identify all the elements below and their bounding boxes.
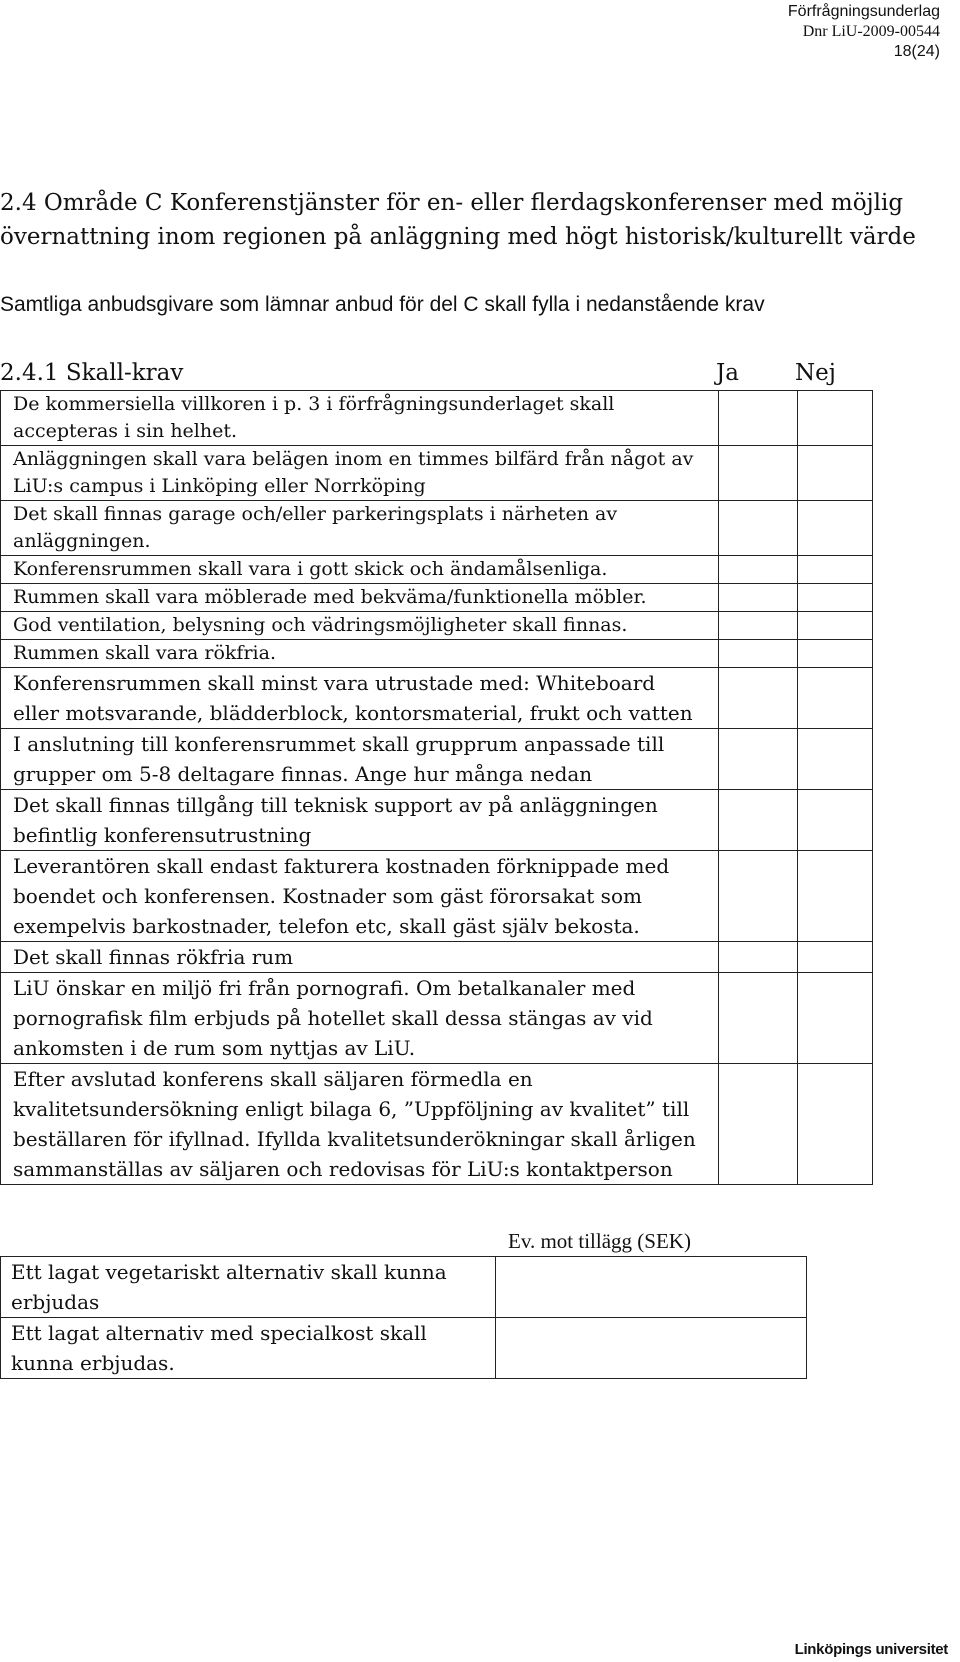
requirement-text: Det skall finnas tillgång till teknisk support av på anläggningen befintlig konferensutrustning bbox=[1, 790, 719, 851]
nej-cell[interactable] bbox=[798, 668, 873, 729]
nej-cell[interactable] bbox=[798, 612, 873, 640]
document-number: Dnr LiU-2009-00544 bbox=[802, 23, 940, 40]
requirement-text: I anslutning till konferensrummet skall grupprum anpassade till grupper om 5-8 deltagare finnas. Ange hur många nedan bbox=[1, 729, 719, 790]
table-row bbox=[1, 790, 873, 851]
requirement-text: Det skall finnas rökfria rum bbox=[1, 942, 719, 973]
document-type: Förfrågningsunderlag bbox=[787, 3, 940, 20]
nej-cell[interactable] bbox=[798, 1064, 873, 1185]
ja-cell[interactable] bbox=[719, 851, 798, 942]
table-row bbox=[1, 942, 873, 973]
extra-item-text: Ett lagat alternativ med specialkost skall kunna erbjudas. bbox=[1, 1318, 496, 1379]
page-number: 18(24) bbox=[893, 43, 940, 60]
table-row bbox=[1, 1257, 807, 1318]
ja-cell[interactable] bbox=[719, 612, 798, 640]
table-row bbox=[1, 584, 873, 612]
requirement-text: God ventilation, belysning och vädringsmöjligheter skall finnas. bbox=[1, 612, 719, 640]
extra-item-text: Ett lagat vegetariskt alternativ skall kunna erbjudas bbox=[1, 1257, 496, 1318]
nej-cell[interactable] bbox=[798, 640, 873, 668]
nej-cell[interactable] bbox=[798, 584, 873, 612]
ja-cell[interactable] bbox=[719, 1064, 798, 1185]
ja-cell[interactable] bbox=[719, 556, 798, 584]
nej-cell[interactable] bbox=[798, 556, 873, 584]
table-row bbox=[1, 973, 873, 1064]
requirement-text: LiU önskar en miljö fri från pornografi. Om betalkanaler med pornografisk film erbjuds på hotellet skall dessa stängas av vid ankomsten i de rum som nyttjas av LiU. bbox=[1, 973, 719, 1064]
extra-price-cell[interactable] bbox=[496, 1318, 807, 1379]
nej-cell[interactable] bbox=[798, 942, 873, 973]
table-row bbox=[1, 391, 873, 446]
table-row bbox=[1, 668, 873, 729]
table-row bbox=[1, 556, 873, 584]
ja-cell[interactable] bbox=[719, 391, 798, 446]
university-logo: Linköpings universitet bbox=[794, 1641, 948, 1658]
extras-column-header: Ev. mot tillägg (SEK) bbox=[508, 1229, 691, 1253]
nej-cell[interactable] bbox=[798, 973, 873, 1064]
page-header bbox=[788, 2, 940, 62]
table-row bbox=[1, 640, 873, 668]
subsection-heading: 2.4.1 Skall-krav bbox=[0, 360, 184, 386]
requirement-text: Rummen skall vara rökfria. bbox=[1, 640, 719, 668]
ja-cell[interactable] bbox=[719, 501, 798, 556]
nej-cell[interactable] bbox=[798, 501, 873, 556]
requirement-text: De kommersiella villkoren i p. 3 i förfrågningsunderlaget skall accepteras i sin helhet. bbox=[1, 391, 719, 446]
ja-cell[interactable] bbox=[719, 640, 798, 668]
table-row bbox=[1, 1318, 807, 1379]
requirements-table bbox=[0, 390, 873, 1185]
column-header-ja: Ja bbox=[716, 360, 739, 386]
section-heading: 2.4 Område C Konferenstjänster för en- eller flerdagskonferenser med möjlig övernattning inom regionen på anläggning med högt historisk/kulturellt värde bbox=[0, 190, 916, 250]
ja-cell[interactable] bbox=[719, 446, 798, 501]
nej-cell[interactable] bbox=[798, 729, 873, 790]
nej-cell[interactable] bbox=[798, 790, 873, 851]
table-row bbox=[1, 501, 873, 556]
nej-cell[interactable] bbox=[798, 446, 873, 501]
requirement-text: Anläggningen skall vara belägen inom en timmes bilfärd från något av LiU:s campus i Linköping eller Norrköping bbox=[1, 446, 719, 501]
ja-cell[interactable] bbox=[719, 729, 798, 790]
requirement-text: Det skall finnas garage och/eller parkeringsplats i närheten av anläggningen. bbox=[1, 501, 719, 556]
section-intro: Samtliga anbudsgivare som lämnar anbud för del C skall fylla i nedanstående krav bbox=[0, 293, 765, 316]
extra-price-cell[interactable] bbox=[496, 1257, 807, 1318]
requirement-text: Rummen skall vara möblerade med bekväma/funktionella möbler. bbox=[1, 584, 719, 612]
table-row bbox=[1, 612, 873, 640]
ja-cell[interactable] bbox=[719, 942, 798, 973]
requirement-text: Konferensrummen skall minst vara utrustade med: Whiteboard eller motsvarande, blädderblock, kontorsmaterial, frukt och vatten bbox=[1, 668, 719, 729]
nej-cell[interactable] bbox=[798, 851, 873, 942]
table-row bbox=[1, 851, 873, 942]
requirement-text: Konferensrummen skall vara i gott skick och ändamålsenliga. bbox=[1, 556, 719, 584]
requirement-text: Efter avslutad konferens skall säljaren förmedla en kvalitetsundersökning enligt bilaga 6, ”Uppföljning av kvalitet” till beställaren för ifyllnad. Ifyllda kvalitetsunderökningar skall årligen sammanställas av säljaren och redovisas för LiU:s kontaktperson bbox=[1, 1064, 719, 1185]
ja-cell[interactable] bbox=[719, 973, 798, 1064]
requirement-text: Leverantören skall endast fakturera kostnaden förknippade med boendet och konferensen. Kostnader som gäst förorsakat som exempelvis barkostnader, telefon etc, skall gäst själv bekosta. bbox=[1, 851, 719, 942]
ja-cell[interactable] bbox=[719, 790, 798, 851]
ja-cell[interactable] bbox=[719, 584, 798, 612]
nej-cell[interactable] bbox=[798, 391, 873, 446]
table-row bbox=[1, 1064, 873, 1185]
ja-cell[interactable] bbox=[719, 668, 798, 729]
table-row bbox=[1, 446, 873, 501]
extras-table bbox=[0, 1256, 807, 1379]
column-header-nej: Nej bbox=[795, 360, 836, 386]
table-row bbox=[1, 729, 873, 790]
